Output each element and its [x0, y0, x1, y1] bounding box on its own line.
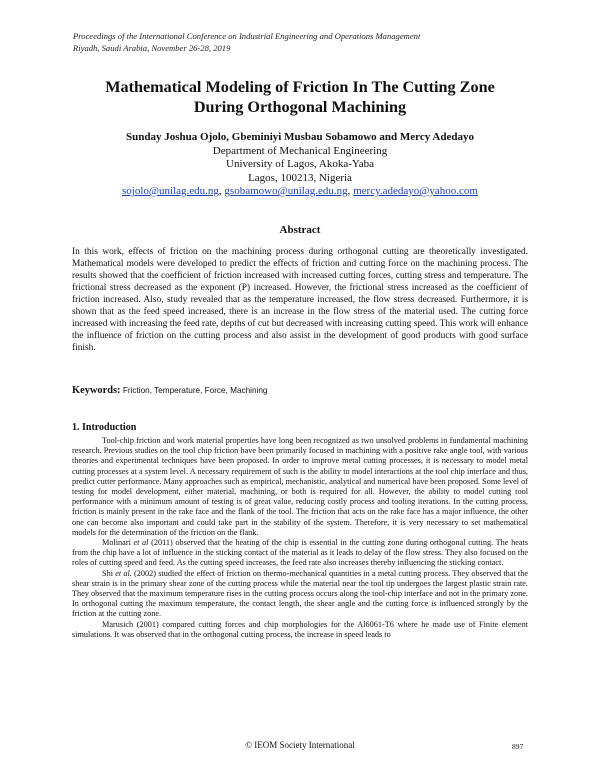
copyright: © IEOM Society International: [245, 740, 355, 750]
keywords-label: Keywords:: [72, 385, 121, 396]
paragraph: Tool-chip friction and work material properties have long been recognized as two unsolved problems in fundamental machining research. Previous studies on the tool chip friction have been primarily focused in machining with a positive rake angle tool, with various theories and experimental techniques have been proposed. In order to improve metal cutting processes, it is necessary to model metal cutting processes at a system level. A necessary requirement of such is the ability to model interactions at the tool chip interface and thus, predict cutter performance. Many approaches such as empirical, mechanistic, analytical and numerical have been proposed. Some level of testing for model development, either material, machining, or both is required for all. However, the ability to model cutting tool performance with a minimum amount of testing is of great value, reducing costly process and tooling iterations. In the cutting process, friction is mainly present in the rake face and the flank of the tool. The friction that acts on the rake face has a major influence, the other one can become also important and could take part in the stability of the system. Therefore, it is very necessary to set mathematical models for the determination of the friction on the flank.: [72, 436, 528, 537]
keywords-value: Friction, Temperature, Force, Machining: [122, 386, 268, 395]
cited-author: Molinari: [102, 538, 134, 548]
email-separator: ,: [218, 185, 225, 197]
paper-title: [40, 78, 560, 117]
conference-header: [73, 30, 533, 54]
author-list: Sunday Joshua Ojolo, Gbeminiyi Musbau Sobamowo and Mercy Adedayo: [126, 131, 474, 143]
conference-location: Riyadh, Saudi Arabia, November 26-28, 2019: [73, 43, 231, 53]
city: Lagos, 100213, Nigeria: [248, 171, 352, 184]
title-line-2: During Orthogonal Machining: [193, 97, 407, 116]
section-heading: 1. Introduction: [72, 422, 137, 433]
author-block: [60, 131, 540, 199]
section-body: [72, 436, 528, 640]
page-number: 897: [512, 742, 524, 751]
cited-author: Shi: [102, 568, 116, 578]
paragraph: Marusich (2001) compared cutting forces and chip morphologies for the Al6061-T6 where he made use of Finite element simulations. It was observed that in the orthogonal cutting process, the increase in speed leads to: [72, 619, 528, 639]
department: Department of Mechanical Engineering: [212, 144, 388, 157]
email-link[interactable]: gsobamowo@unilag.edu.ng: [224, 185, 348, 197]
paragraph-text: (2002) studied the effect of friction on thermo-mechanical quantities in a metal cutting process. They observed that the shear strain is in the primary shear zone of the cutting process while the material near the tool tip undergoes the largest plastic strain rate. They observed that the maximum temperature rises in the cutting process occurs along the tool-chip interface and not in the primary zone. In orthogonal cutting the maximum temperature, the contact length, the shear angle and the cutting force is influenced strongly by the friction at the cutting zone.: [72, 568, 529, 619]
email-separator: ,: [347, 185, 354, 197]
email-list: [60, 185, 540, 199]
paragraph-text: (2011) observed that the heating of the chip is essential in the cutting zone during orthogonal cutting. The heats from the chip have a lot of influence in the sticking contact of the material as it leads to delay of the flow stress. They also focused on the roles of cutting speed and feed. As the cutting speed increases, the feed rate also increases thereby influencing the sticking contact.: [72, 538, 529, 568]
paragraph: [72, 569, 528, 620]
et-al: et al: [133, 538, 149, 548]
email-link[interactable]: sojolo@unilag.edu.ng: [122, 185, 219, 197]
abstract-text: In this work, effects of friction on the machining process during orthogonal cutting are theoretically investigated. Mathematical models were developed to predict the effects of friction and cutting force on the machining process. The results showed that the coefficient of friction increased with increased cutting forces, cutting stress and temperature. The frictional stress decreased as the exponent (P) increased. However, the frictional stress increased as the coefficient of friction increased. Also, study revealed that as the temperature increased, the flow stress decreased. Furthermore, it is shown that as the feed speed increased, there is an increase in the flow stress of the material used. The cutting force increased with increasing the feed rate, depths of cut but decreased with increasing cutting speed. This work will enhance the influence of friction on the cutting process and also assist in the development of good products with good surface finish.: [72, 247, 528, 353]
abstract-heading: Abstract: [279, 224, 321, 236]
keywords: [72, 385, 528, 396]
et-al: et al.: [115, 568, 132, 578]
university: University of Lagos, Akoka-Yaba: [226, 158, 374, 170]
title-line-1: Mathematical Modeling of Friction In The Cutting Zone: [105, 78, 495, 96]
email-link[interactable]: mercy.adedayo@yahoo.com: [353, 185, 478, 197]
paragraph: [72, 538, 528, 569]
conference-name: Proceedings of the International Conference on Industrial Engineering and Operations Management: [73, 31, 421, 41]
